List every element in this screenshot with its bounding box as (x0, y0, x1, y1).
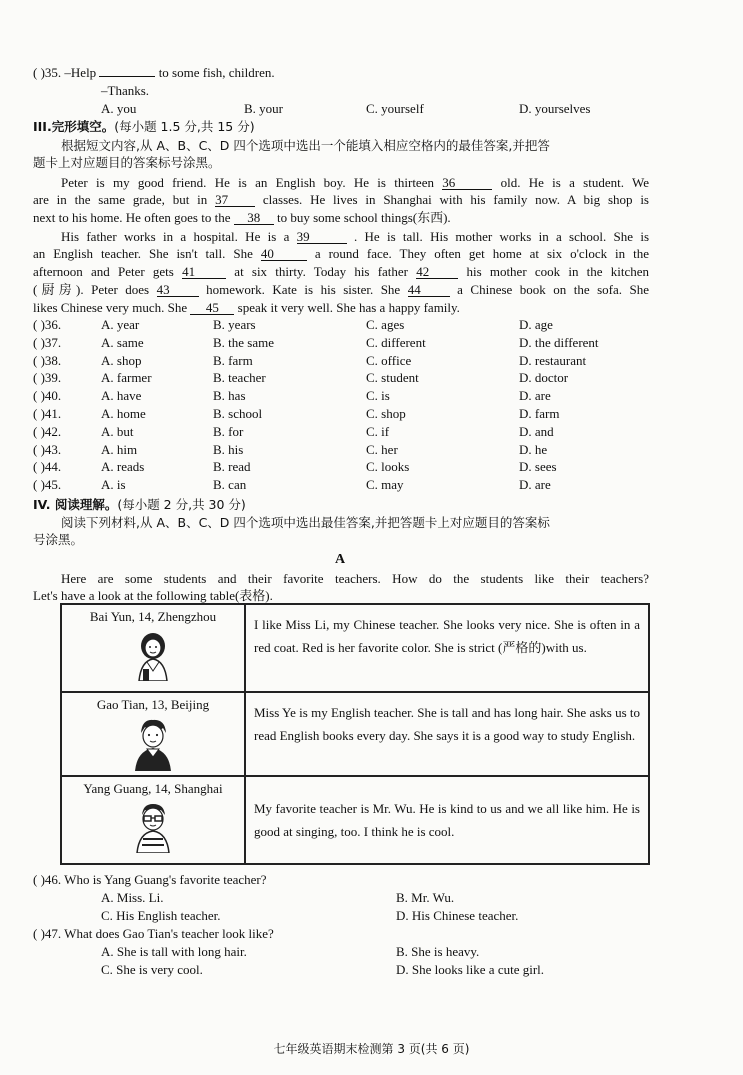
cloze-question-number: ( )38. (33, 352, 62, 368)
blank-39: 39 (297, 230, 347, 244)
section4-instruction-cont: 号涂黑。 (33, 532, 84, 547)
cloze-option-d: D. restaurant (519, 352, 587, 368)
blank-44: 44 (408, 283, 450, 297)
cloze-option-b: B. teacher (213, 370, 266, 386)
boy-avatar-icon (129, 717, 177, 771)
q46-stem: ( )46. Who is Yang Guang's favorite teacher? (33, 872, 267, 887)
student-cell (61, 776, 245, 864)
student-name: Gao Tian, 13, Beijing (96, 697, 210, 712)
cloze-question-number: ( )40. (33, 388, 62, 404)
cloze-option-d: D. and (519, 423, 554, 439)
teacher-description: Miss Ye is my English teacher. She is tall and has long hair. She asks us to read English books every day. She says it is a good way to study English. (245, 692, 649, 776)
cloze-question-number: ( )41. (33, 406, 62, 421)
cloze-question-number: ( )44. (33, 459, 62, 475)
passage-p2-line2: an English teacher. She isn't tall. She 40 a round face. They often get home at six o'clock in the (33, 246, 650, 261)
passage-p1-line3: next to his home. He often goes to the 38 to buy some school things(东西). (33, 210, 451, 225)
section3-heading: III.完形填空。(每小题 1.5 分,共 15 分) (33, 119, 255, 134)
passage-p1-line1: Peter is my good friend. He is an English boy. He is thirteen 36 old. He is a student. We (61, 175, 650, 190)
reading-a-intro-cont: Let's have a look at the following table(表格). (33, 588, 273, 603)
cloze-option-d: D. doctor (519, 370, 569, 386)
cloze-option-b: B. read (213, 459, 251, 475)
q46-option-a: A. Miss. Li. (101, 890, 164, 905)
q35-option-d: D. yourselves (519, 101, 591, 116)
table-row (61, 604, 649, 692)
q47-option-c: C. She is very cool. (101, 962, 203, 977)
section3-instruction-cont: 题卡上对应题目的答案标号涂黑。 (33, 155, 221, 170)
cloze-option-a: A. year (101, 317, 140, 332)
cloze-option-c: C. ages (366, 317, 405, 332)
blank-41: 41 (182, 265, 226, 279)
cloze-option-a: A. but (101, 423, 134, 439)
cloze-option-b: B. farm (213, 352, 253, 368)
teacher-description: My favorite teacher is Mr. Wu. He is kind to us and we all like him. He is good at singing, too. I think he is cool. (245, 776, 649, 864)
cloze-option-d: D. age (519, 317, 553, 332)
q35-reply: –Thanks. (101, 83, 150, 98)
teacher-description: I like Miss Li, my Chinese teacher. She looks very nice. She is often in a red coat. Red is her favorite color. She is strict (严格的)with us. (245, 604, 649, 692)
cloze-option-c: C. student (366, 370, 419, 386)
section3-instruction: 根据短文内容,从 A、B、C、D 四个选项中选出一个能填入相应空格内的最佳答案,并把答 (61, 138, 550, 153)
cloze-option-a: A. shop (101, 352, 142, 368)
cloze-option-b: B. his (213, 441, 244, 457)
cloze-option-a: A. reads (101, 459, 145, 475)
student-cell (61, 692, 245, 776)
cloze-option-d: D. are (519, 388, 551, 404)
blank-36: 36 (442, 176, 492, 190)
cloze-option-b: B. has (213, 388, 246, 404)
student-cell (61, 604, 245, 692)
cloze-option-b: B. can (213, 477, 247, 493)
cloze-option-c: C. is (366, 388, 390, 404)
cloze-option-a: A. is (101, 477, 126, 493)
q35-option-a: A. you (101, 101, 137, 116)
cloze-option-d: D. are (519, 477, 551, 493)
q35-blank (99, 76, 155, 77)
blank-42: 42 (416, 265, 458, 279)
cloze-option-d: D. he (519, 441, 548, 457)
q47-option-a: A. She is tall with long hair. (101, 944, 247, 959)
student-name: Bai Yun, 14, Zhengzhou (89, 609, 217, 624)
page-footer: 七年级英语期末检测第 3 页(共 6 页) (273, 1042, 470, 1056)
cloze-question-number: ( )36. (33, 317, 62, 332)
passage-p2-line5: likes Chinese very much. She 45 speak it very well. She has a happy family. (33, 300, 460, 315)
cloze-option-d: D. farm (519, 406, 560, 421)
q35-option-c: C. yourself (366, 101, 424, 116)
cloze-question-number: ( )42. (33, 423, 62, 439)
passage-p2-line4: (厨房). Peter does 43 homework. Kate is his sister. She 44 a Chinese book on the sofa. She (33, 282, 650, 297)
cloze-option-c: C. office (366, 352, 412, 368)
section4-heading: IV. 阅读理解。(每小题 2 分,共 30 分) (33, 497, 246, 512)
q47-stem: ( )47. What does Gao Tian's teacher look like? (33, 926, 274, 941)
cloze-question-number: ( )39. (33, 370, 62, 386)
cloze-option-b: B. school (213, 406, 263, 421)
student-name: Yang Guang, 14, Shanghai (83, 781, 223, 796)
q47-option-d: D. She looks like a cute girl. (396, 962, 545, 977)
cloze-question-number: ( )37. (33, 334, 62, 350)
cloze-option-a: A. him (101, 441, 138, 457)
q35-stem: ( )35. –Help to some fish, children. (33, 65, 275, 80)
cloze-option-a: A. same (101, 334, 144, 350)
q46-option-b: B. Mr. Wu. (396, 890, 455, 905)
reading-a-intro: Here are some students and their favorite teachers. How do the students like their teachers? (61, 571, 649, 586)
table-row (61, 776, 649, 864)
section4-instruction: 阅读下列材料,从 A、B、C、D 四个选项中选出最佳答案,并把答题卡上对应题目的答案标 (61, 515, 550, 530)
cloze-question-number: ( )45. (33, 477, 62, 493)
cloze-option-a: A. farmer (101, 370, 152, 386)
blank-43: 43 (157, 283, 199, 297)
cloze-option-c: C. different (366, 334, 426, 350)
passage-p2-line1: His father works in a hospital. He is a 39 . He is tall. His mother works in a school. She is (61, 229, 650, 244)
cloze-question-number: ( )43. (33, 441, 62, 457)
cloze-option-b: B. for (213, 423, 244, 439)
cloze-option-d: D. sees (519, 459, 557, 475)
cloze-option-c: C. her (366, 441, 398, 457)
cloze-option-c: C. shop (366, 406, 406, 421)
cloze-option-b: B. years (213, 317, 256, 332)
girl-avatar-icon (129, 629, 177, 681)
cloze-option-c: C. looks (366, 459, 410, 475)
blank-38: 38 (234, 211, 274, 225)
cloze-option-a: A. have (101, 388, 142, 404)
cloze-option-a: A. home (101, 406, 146, 421)
cloze-option-c: C. may (366, 477, 404, 493)
teachers-table (60, 603, 650, 865)
cloze-option-b: B. the same (213, 334, 275, 350)
q35-option-b: B. your (244, 101, 283, 116)
cloze-option-c: C. if (366, 423, 390, 439)
cloze-option-d: D. the different (519, 334, 599, 350)
passage-p1-line2: are in the same grade, but in 37 classes. He lives in Shanghai with his family now. A big shop is (33, 192, 649, 207)
passage-p2-line3: afternoon and Peter gets 41 at six thirty. Today his father 42 his mother cook in the kitchen (33, 264, 650, 279)
q46-option-d: D. His Chinese teacher. (396, 908, 519, 923)
blank-37: 37 (215, 193, 255, 207)
blank-45: 45 (190, 301, 234, 315)
table-row (61, 692, 649, 776)
q46-option-c: C. His English teacher. (101, 908, 221, 923)
boy-glasses-avatar-icon (129, 801, 177, 853)
q47-option-b: B. She is heavy. (396, 944, 480, 959)
reading-a-title: A (335, 552, 346, 567)
blank-40: 40 (261, 247, 307, 261)
